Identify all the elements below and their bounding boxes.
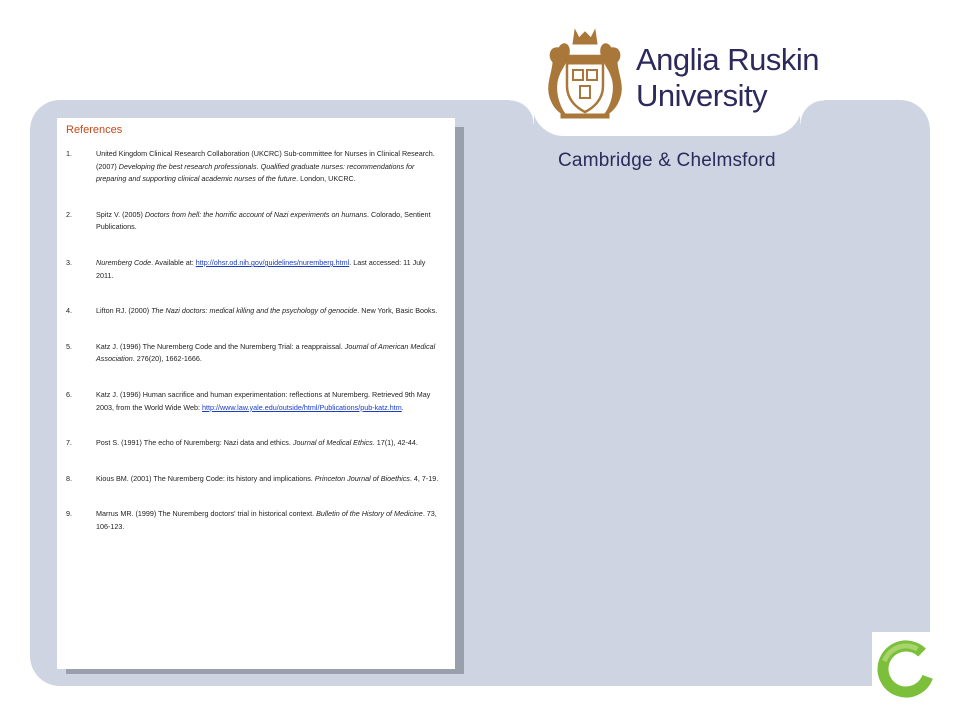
reference-text [96,209,444,234]
reference-number: 2. [66,209,72,219]
reference-item [66,508,447,533]
reference-item [66,209,447,234]
reference-item [66,257,447,282]
corner-logo [872,632,940,702]
ref-2-authors: Spitz V. (2005) [96,209,145,219]
references-document [57,118,455,669]
ref-2-publisher: . Colorado, Sentient Publications. [96,209,431,232]
ref-5-volume: . 276(20), 1662-1666. [132,354,202,364]
reference-number: 6. [66,389,72,399]
ref-8-authors: Kious BM. (2001) The Nuremberg Code: its history and implications. [96,473,315,483]
ref-3-available: . Available at: [151,257,196,267]
reference-item [66,437,447,450]
reference-number: 5. [66,341,72,351]
ref-3-accessed: . Last accessed: 11 July 2011. [96,257,426,280]
ref-6-authors: Katz J. (1996) Human sacrifice and human experimentation: reflections at Nuremberg. Retrieved 9th May 2003, from the World Wide Web: [96,389,431,412]
ref-1-authors: United Kingdom Clinical Research Collaboration (UKCRC) Sub-committee for Nurses in Clinical Research. (2007) [96,149,435,171]
ref-4-publisher: . New York, Basic Books. [357,306,438,316]
reference-number: 7. [66,438,72,448]
reference-item [66,389,447,414]
campus-label: Cambridge & Chelmsford [558,150,776,171]
reference-text [96,389,444,414]
ref-7-journal: Journal of Medical Ethics [292,438,373,448]
reference-item [66,473,447,486]
university-name-line1: Anglia Ruskin [636,42,820,77]
reference-text [96,437,444,450]
ref-2-title: Doctors from hell: the horrific account of Nazi experiments on humans [144,209,368,219]
reference-number: 3. [66,257,72,267]
ref-3-link[interactable]: http://ohsr.od.nih.gov/guidelines/nuremberg.html [195,257,350,267]
ref-5-authors: Katz J. (1996) The Nuremberg Code and the Nuremberg Trial: a reappraissal. [96,341,345,351]
ref-9-volume: . 73, 106-123. [96,509,437,531]
ref-1-publisher: . London, UKCRC. [296,174,356,184]
ref-1-title: Developing the best research professionals. Qualified graduate nurses: recommendations for preparing and supporting clinical academic nurses of the future [96,161,415,184]
reference-item [66,305,447,318]
reference-number: 4. [66,306,72,316]
reference-text [96,508,444,533]
university-crest-icon [545,26,625,122]
ref-7-authors: Post S. (1991) The echo of Nuremberg: Nazi data and ethics. [96,438,293,448]
ref-9-journal: Bulletin of the History of Medicine [316,509,423,519]
ref-8-journal: Princeton Journal of Bioethics [314,473,410,483]
reference-text [96,305,444,318]
ref-5-journal: Journal of American Medical Association [96,341,436,364]
circle-logo-icon [872,632,940,702]
ref-4-authors: Lifton RJ. (2000) [96,306,152,316]
reference-text [96,473,444,486]
ref-7-volume: . 17(1), 42-44. [372,438,418,448]
reference-number: 9. [66,509,72,519]
reference-number: 8. [66,473,72,483]
university-name [636,42,819,114]
ref-6-end: . [401,402,404,412]
ref-3-title: Nuremberg Code [96,257,152,267]
reference-text [96,148,444,186]
reference-item [66,148,447,186]
reference-text [96,341,444,366]
reference-item [66,341,447,366]
ref-8-volume: . 4, 7-19. [409,473,439,483]
university-name-line2: University [636,78,768,113]
ref-6-link[interactable]: http://www.law.yale.edu/outside/html/Publications/pub-katz.htm [202,402,402,412]
ref-4-title: The Nazi doctors: medical killing and the psychology of genocide [151,306,358,316]
tab-corner-left [510,100,534,124]
references-heading: References [66,124,123,136]
reference-text [96,257,444,282]
ref-9-authors: Marrus MR. (1999) The Nuremberg doctors' trial in historical context. [96,509,317,519]
reference-number: 1. [66,149,72,158]
